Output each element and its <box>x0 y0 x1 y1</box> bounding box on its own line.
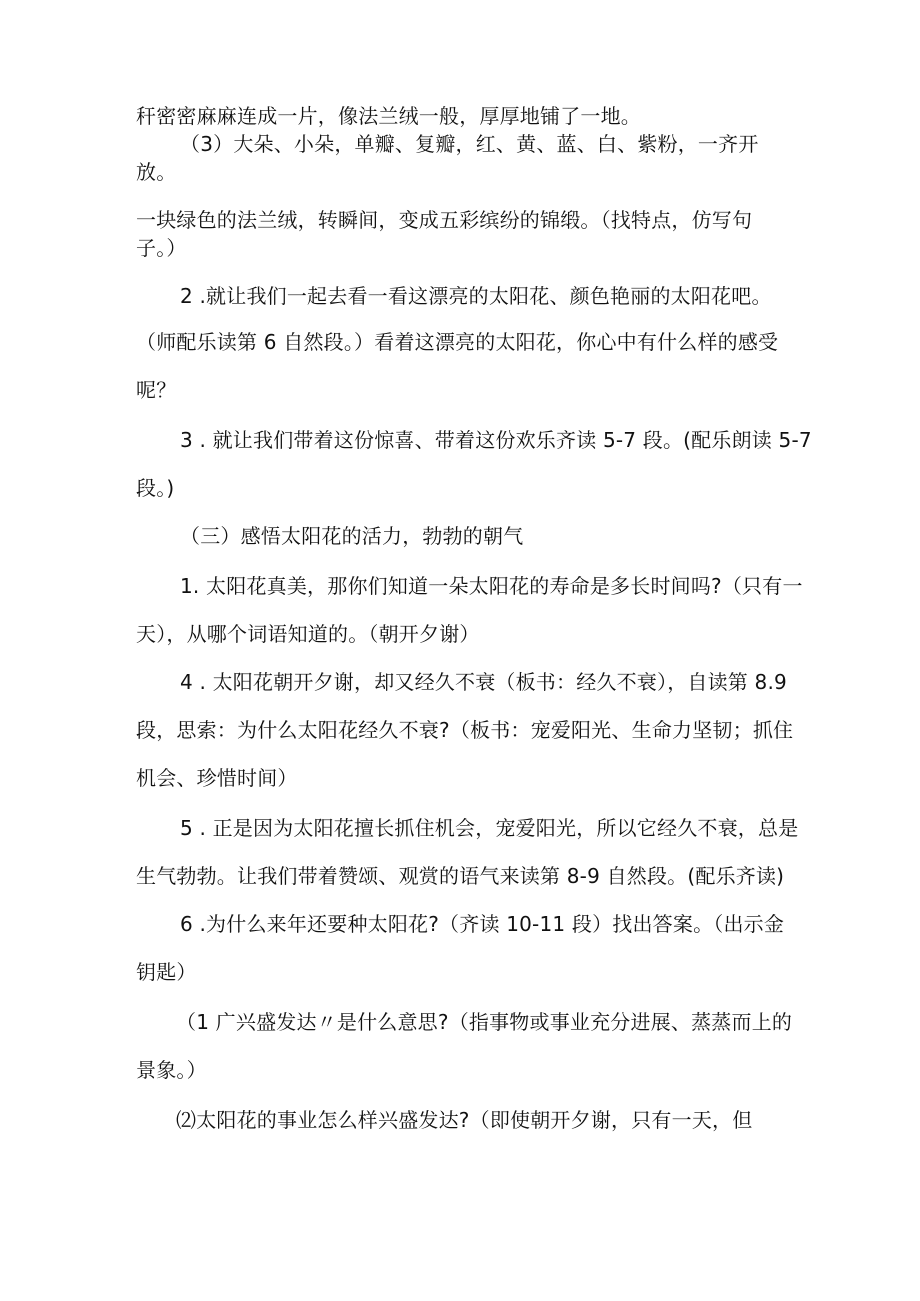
text-line: 钥匙） <box>136 960 197 984</box>
text-line: 一块绿色的法兰绒，转瞬间，变成五彩缤纷的锦缎。（找特点，仿写句 <box>136 208 753 232</box>
text-line: 3 . 就让我们带着这份惊喜、带着这份欢乐齐读 5-7 段。(配乐朗读 5-7 <box>180 428 812 452</box>
text-line: 段，思索：为什么太阳花经久不衰?（板书：宠爱阳光、生命力坚韧；抓住 <box>136 718 794 742</box>
text-line: 天），从哪个词语知道的。（朝开夕谢） <box>136 622 480 646</box>
text-line: 景象。） <box>136 1058 207 1082</box>
text-line: ⑵太阳花的事业怎么样兴盛发达?（即使朝开夕谢，只有一天，但 <box>176 1108 753 1132</box>
text-line: 机会、珍惜时间） <box>136 766 298 790</box>
text-line: 5 . 正是因为太阳花擅长抓住机会，宠爱阳光，所以它经久不衰，总是 <box>180 816 799 840</box>
text-line: 1. 太阳花真美，那你们知道一朵太阳花的寿命是多长时间吗?（只有一 <box>180 574 803 598</box>
text-line: 呢？ <box>136 378 177 402</box>
text-line: （3）大朵、小朵，单瓣、复瓣，红、黄、蓝、白、紫粉，一齐开 <box>180 132 759 156</box>
text-line: 子。） <box>136 236 187 260</box>
section-heading: （三）感悟太阳花的活力，勃勃的朝气 <box>180 524 524 548</box>
text-line: 段。) <box>136 476 175 500</box>
text-line: 6 .为什么来年还要种太阳花?（齐读 10-11 段）找出答案。（出示金 <box>180 912 785 936</box>
text-line: 生气勃勃。让我们带着赞颂、观赏的语气来读第 8-9 自然段。(配乐齐读) <box>136 864 785 888</box>
text-line: 放。 <box>136 160 177 184</box>
text-line: 秆密密麻麻连成一片，像法兰绒一般，厚厚地铺了一地。 <box>136 104 641 128</box>
text-line: （1 广兴盛发达〃是什么意思?（指事物或事业充分进展、蒸蒸而上的 <box>176 1010 793 1034</box>
text-line: （师配乐读第 6 自然段。）看着这漂亮的太阳花，你心中有什么样的感受 <box>136 330 779 354</box>
text-line: 2 .就让我们一起去看一看这漂亮的太阳花、颜色艳丽的太阳花吧。 <box>180 284 772 308</box>
text-line: 4 . 太阳花朝开夕谢，却又经久不衰（板书：经久不衰），自读第 8.9 <box>180 670 787 694</box>
